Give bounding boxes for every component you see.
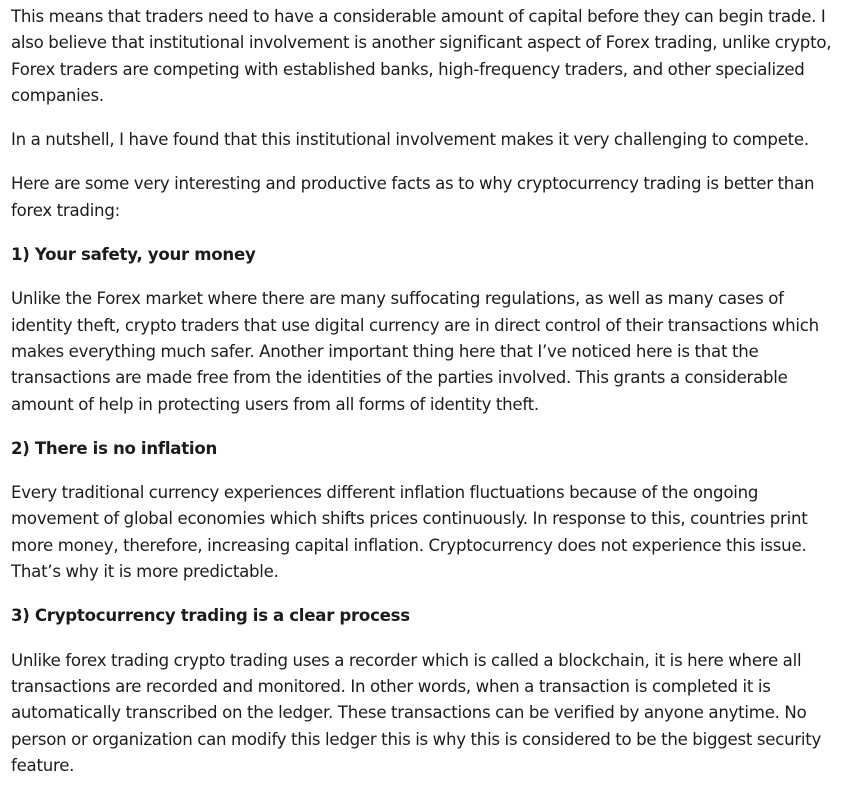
heading-safety: 1) Your safety, your money xyxy=(11,245,256,265)
paragraph-nutshell: In a nutshell, I have found that this institutional involvement makes it very challenging to compete. xyxy=(11,130,809,150)
paragraph-inflation: Every traditional currency experiences different inflation fluctuations because of the ongoing movement of global economies which shifts prices continuously. In response to this, countries print more money, therefore, increasing capital inflation. Cryptocurrency does not experience this issue. That’s why it is more predictable. xyxy=(11,483,808,582)
paragraph-blockchain: Unlike forex trading crypto trading uses a recorder which is called a blockchain, it is here where all transactions are recorded and monitored. In other words, when a transaction is completed it is automatically transcribed on the ledger. These transactions can be verified by anyone anytime. No person or organization can modify this ledger this is why this is considered to be the biggest security feature. xyxy=(11,650,822,775)
heading-inflation: 2) There is no inflation xyxy=(11,438,218,458)
paragraph-safety: Unlike the Forex market where there are many suffocating regulations, as well as many cases of identity theft, crypto traders that use digital currency are in direct control of their transactions which makes everything much safer. Another important thing here that I’ve noticed here is that the transactions are made free from the identities of the parties involved. This grants a considerable amount of help in protecting users from all forms of identity theft. xyxy=(11,289,819,414)
paragraph-facts-intro: Here are some very interesting and productive facts as to why cryptocurrency trading is better than forex trading: xyxy=(11,174,815,220)
paragraph-capital-requirement: This means that traders need to have a considerable amount of capital before they can begin trade. I also believe that institutional involvement is another significant aspect of Forex trading, unlike crypto, Forex traders are competing with established banks, high-frequency traders, and other specialized companies. xyxy=(11,7,832,105)
heading-clear-process: 3) Cryptocurrency trading is a clear process xyxy=(11,606,410,626)
